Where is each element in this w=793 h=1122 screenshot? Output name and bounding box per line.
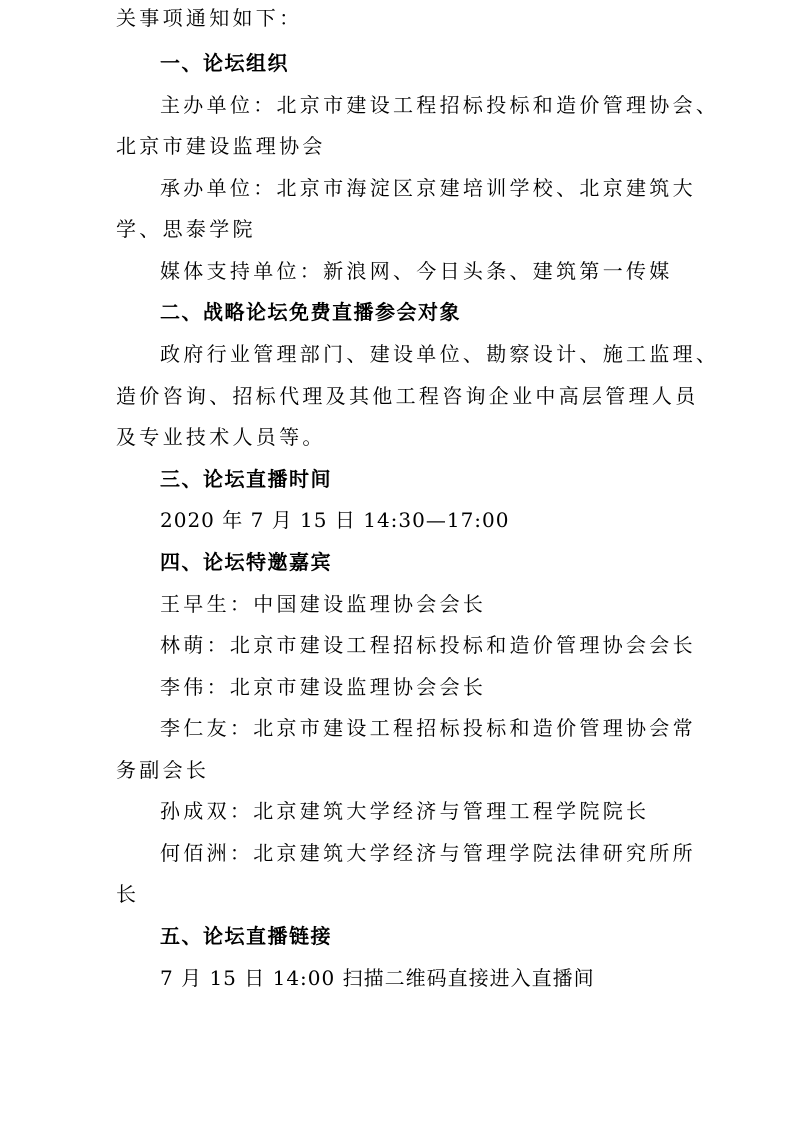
organizer-line-2: 北京市建设监理协会: [116, 134, 326, 158]
guest-line-2: 林萌：北京市建设工程招标投标和造价管理协会会长: [160, 633, 696, 657]
organizer-line-1: 主办单位：北京市建设工程招标投标和造价管理协会、: [160, 93, 720, 117]
guest-line-6b: 长: [116, 882, 140, 906]
guest-line-6a: 何佰洲：北京建筑大学经济与管理学院法律研究所所: [160, 841, 696, 865]
co-organizer-line-2: 学、思泰学院: [116, 217, 256, 241]
co-organizer-line-1: 承办单位：北京市海淀区京建培训学校、北京建筑大: [160, 176, 696, 200]
section-heading-audience: 二、战略论坛免费直播参会对象: [160, 300, 461, 324]
audience-line-3: 及专业技术人员等。: [116, 425, 326, 449]
guest-line-4b: 务副会长: [116, 758, 210, 782]
guest-line-5: 孙成双：北京建筑大学经济与管理工程学院院长: [160, 799, 650, 823]
section-heading-link: 五、论坛直播链接: [160, 924, 332, 948]
intro-text: 关事项通知如下：: [116, 6, 303, 30]
guest-line-3: 李伟：北京市建设监理协会会长: [160, 675, 487, 699]
guest-line-1: 王早生：中国建设监理协会会长: [160, 592, 487, 616]
broadcast-link-line: 7 月 15 日 14:00 扫描二维码直接进入直播间: [160, 966, 595, 990]
guest-line-4a: 李仁友：北京市建设工程招标投标和造价管理协会常: [160, 716, 696, 740]
section-heading-guests: 四、论坛特邀嘉宾: [160, 550, 332, 574]
audience-line-1: 政府行业管理部门、建设单位、勘察设计、施工监理、: [160, 342, 720, 366]
media-support-line: 媒体支持单位：新浪网、今日头条、建筑第一传媒: [160, 259, 673, 283]
audience-line-2: 造价咨询、招标代理及其他工程咨询企业中高层管理人员: [116, 384, 699, 408]
broadcast-time: 2020 年 7 月 15 日 14:30—17:00: [160, 508, 510, 532]
section-heading-organization: 一、论坛组织: [160, 51, 289, 75]
section-heading-time: 三、论坛直播时间: [160, 467, 332, 491]
